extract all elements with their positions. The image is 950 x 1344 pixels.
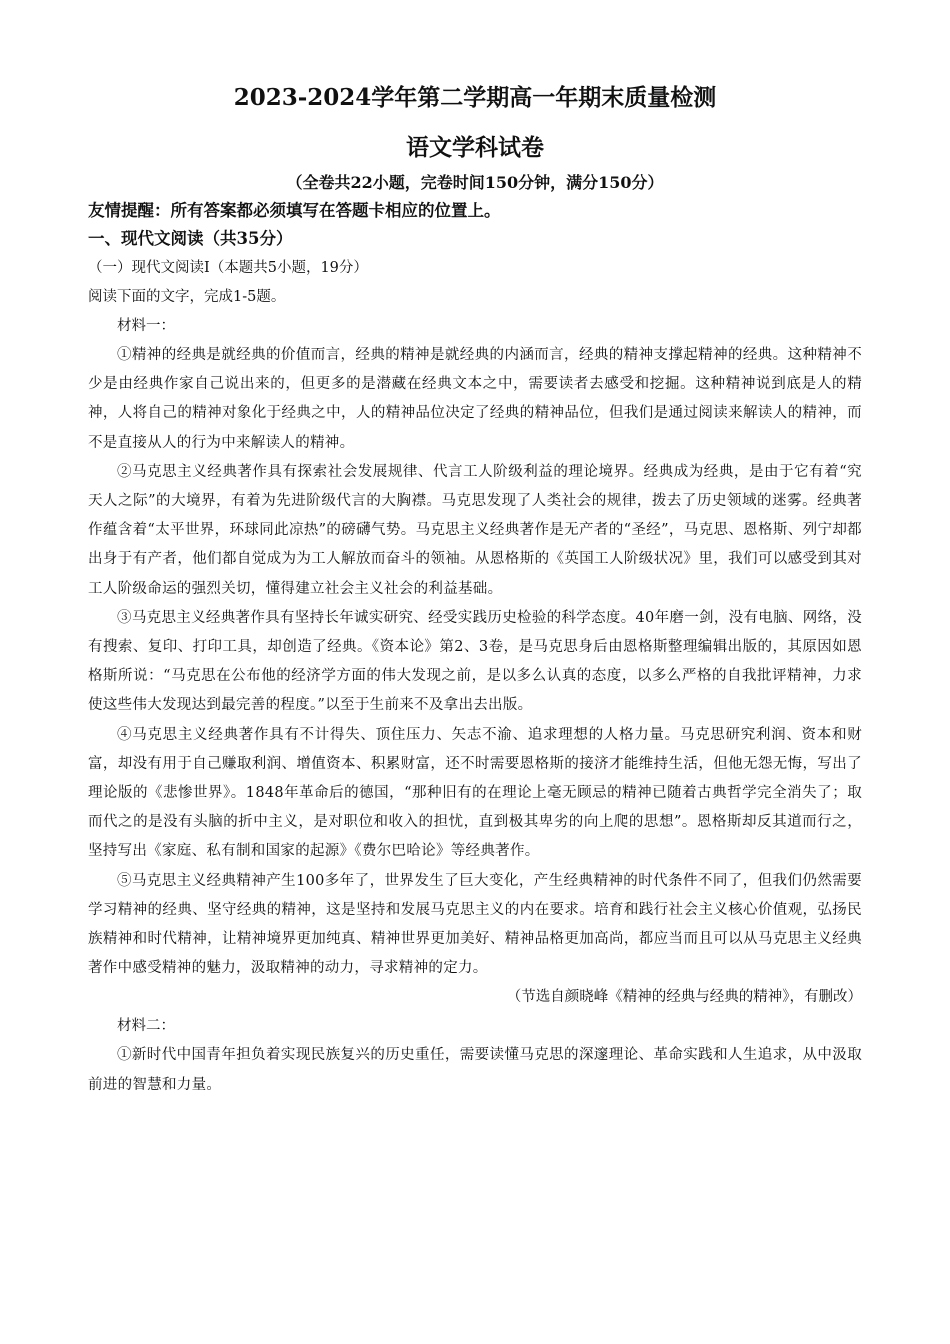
material-one-paragraph-2: ②马克思主义经典著作具有探索社会发展规律、代言工人阶级利益的理论境界。经典成为经典，是由于它有着“究天人之际”的大境界，有着为先进阶级代言的大胸襟。马克思发现了人类社会的规律，拨去了历史领域的迷雾。经典著作蕴含着“太平世界，环球同此凉热”的磅礴气势。马克思主义经典著作是无产者的“圣经”，马克思、恩格斯、列宁却都出身于有产者，他们都自觉成为为工人解放而奋斗的领袖。从恩格斯的《英国工人阶级状况》里，我们可以感受到其对工人阶级命运的强烈关切，懂得建立社会主义社会的利益基础。 bbox=[88, 463, 862, 597]
material-one-paragraph-1: ①精神的经典是就经典的价值而言，经典的精神是就经典的内涵而言，经典的精神支撑起精神的经典。这种精神不少是由经典作家自己说出来的，但更多的是潜藏在经典文本之中，需要读者去感受和挖掘。这种精神说到底是人的精神，人将自己的精神对象化于经典之中，人的精神品位决定了经典的精神品位，但我们是通过阅读来解读人的精神，而不是直接从人的行为中来解读人的精神。 bbox=[88, 347, 862, 451]
exam-title: 2023-2024学年第二学期高一年期末质量检测 bbox=[233, 84, 717, 111]
exam-subtitle: 语文学科试卷 bbox=[406, 134, 544, 161]
section-subheading: （一）现代文阅读Ⅰ（本题共5小题，19分） bbox=[88, 260, 368, 276]
material-two-label: 材料二： bbox=[117, 1018, 175, 1035]
material-one-source: （节选自颜晓峰《精神的经典与经典的精神》，有删改） bbox=[506, 989, 862, 1006]
material-one-paragraph-5: ⑤马克思主义经典精神产生100多年了，世界发生了巨大变化，产生经典精神的时代条件不同了，但我们仍然需要学习精神的经典、坚守经典的精神，这是坚持和发展马克思主义的内在要求。培育和践行社会主义核心价值观，弘扬民族精神和时代精神，让精神境界更加纯真、精神世界更加美好、精神品格更加高尚，都应当而且可以从马克思主义经典著作中感受精神的魅力，汲取精神的动力，寻求精神的定力。 bbox=[88, 872, 862, 977]
exam-reminder: 友情提醒：所有答案都必须填写在答题卡相应的位置上。 bbox=[88, 201, 501, 220]
material-two-paragraph-1: ①新时代中国青年担负着实现民族复兴的历史重任，需要读懂马克思的深邃理论、革命实践和人生追求，从中汲取前进的智慧和力量。 bbox=[88, 1047, 862, 1093]
exam-info: （全卷共22小题，完卷时间150分钟，满分150分） bbox=[286, 173, 664, 192]
material-one-label: 材料一： bbox=[117, 318, 175, 334]
material-one-paragraph-3: ③马克思主义经典著作具有坚持长年诚实研究、经受实践历史检验的科学态度。40年磨一剑，没有电脑、网络，没有搜索、复印、打印工具，却创造了经典。《资本论》第2、3卷，是马克思身后由恩格斯整理编辑出版的，其原因如恩格斯所说：“马克思在公布他的经济学方面的伟大发现之前，是以多么认真的态度，以多么严格的自我批评精神，力求使这些伟大发现达到最完善的程度。”以至于生前来不及拿出去出版。 bbox=[88, 609, 862, 714]
reading-instruction: 阅读下面的文字，完成1-5题。 bbox=[88, 289, 286, 305]
material-one-paragraph-4: ④马克思主义经典著作具有不计得失、顶住压力、矢志不渝、追求理想的人格力量。马克思研究利润、资本和财富，却没有用于自己赚取利润、增值资本、积累财富，还不时需要恩格斯的接济才能维持生活，但他无怨无悔，写出了理论版的《悲惨世界》。1848年革命后的德国，“那种旧有的在理论上毫无顾忌的精神已随着古典哲学完全消失了；取而代之的是没有头脑的折中主义，是对职位和收入的担忧，直到极其卑劣的向上爬的思想”。恩格斯却反其道而行之，坚持写出《家庭、私有制和国家的起源》《费尔巴哈论》等经典著作。 bbox=[88, 726, 862, 860]
section-heading: 一、现代文阅读（共35分） bbox=[88, 229, 293, 248]
